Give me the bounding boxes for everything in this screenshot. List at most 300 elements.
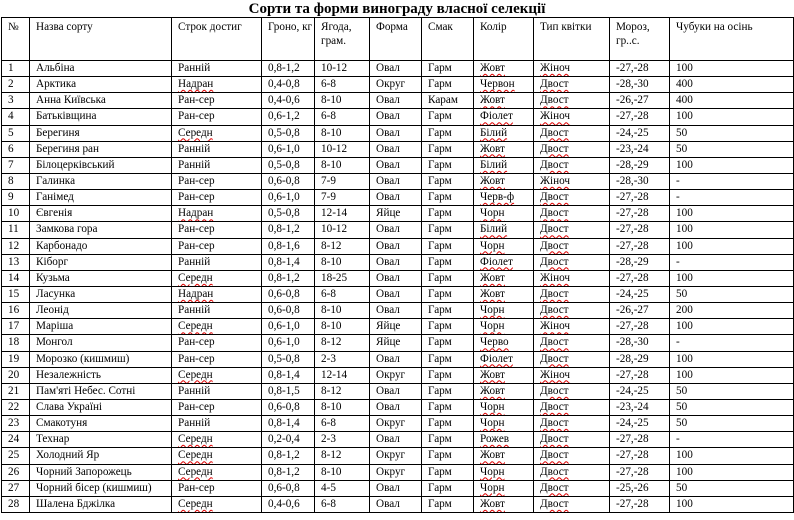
cell-cuttings: 100 xyxy=(670,206,794,222)
cell-num: 18 xyxy=(2,335,30,351)
cell-flower: Двост xyxy=(534,480,610,496)
cell-cuttings: - xyxy=(670,335,794,351)
cell-ripening: Середн xyxy=(172,125,262,141)
cell-frost: -28,-29 xyxy=(610,157,670,173)
cell-berry: 10-12 xyxy=(315,61,370,77)
table-row xyxy=(2,416,794,432)
cell-color: Жовт xyxy=(474,448,534,464)
cell-ripening: Ран-сер xyxy=(172,335,262,351)
table-row xyxy=(2,77,794,93)
cell-frost: -27,-28 xyxy=(610,238,670,254)
cell-ripening: Надран xyxy=(172,77,262,93)
cell-shape: Овал xyxy=(370,61,422,77)
cell-cluster: 0,8-1,2 xyxy=(262,270,315,286)
cell-cluster: 0,8-1,2 xyxy=(262,61,315,77)
cell-name: Смакотуня xyxy=(30,416,172,432)
table-row xyxy=(2,141,794,157)
cell-shape: Овал xyxy=(370,141,422,157)
table-row xyxy=(2,286,794,302)
cell-num: 25 xyxy=(2,448,30,464)
cell-ripening: Середн xyxy=(172,367,262,383)
table-row xyxy=(2,206,794,222)
cell-cuttings: 50 xyxy=(670,416,794,432)
cell-num: 27 xyxy=(2,480,30,496)
cell-shape: Овал xyxy=(370,254,422,270)
cell-flower: Двост xyxy=(534,190,610,206)
cell-color: Білий xyxy=(474,222,534,238)
cell-taste: Гарм xyxy=(422,464,474,480)
cell-color: Чорн xyxy=(474,480,534,496)
cell-cluster: 0,8-1,6 xyxy=(262,238,315,254)
cell-color: Жовт xyxy=(474,270,534,286)
cell-cluster: 0,6-1,0 xyxy=(262,141,315,157)
cell-cuttings: - xyxy=(670,254,794,270)
cell-berry: 8-10 xyxy=(315,125,370,141)
table-row xyxy=(2,351,794,367)
cell-frost: -27,-28 xyxy=(610,319,670,335)
table-row xyxy=(2,173,794,189)
cell-cuttings: - xyxy=(670,173,794,189)
cell-name: Морозко (кишмиш) xyxy=(30,351,172,367)
cell-num: 21 xyxy=(2,383,30,399)
cell-name: Карбонадо xyxy=(30,238,172,254)
table-row xyxy=(2,190,794,206)
table-row xyxy=(2,367,794,383)
cell-shape: Овал xyxy=(370,222,422,238)
cell-taste: Гарм xyxy=(422,303,474,319)
column-header-cuttings: Чубуки на осінь xyxy=(670,18,794,61)
cell-num: 24 xyxy=(2,432,30,448)
cell-shape: Овал xyxy=(370,303,422,319)
cell-berry: 8-10 xyxy=(315,303,370,319)
cell-ripening: Ранній xyxy=(172,416,262,432)
cell-flower: Двост xyxy=(534,125,610,141)
cell-name: Кіборг xyxy=(30,254,172,270)
cell-cuttings: 100 xyxy=(670,367,794,383)
cell-flower: Двост xyxy=(534,222,610,238)
cell-frost: -27,-28 xyxy=(610,464,670,480)
table-row xyxy=(2,319,794,335)
table-row xyxy=(2,270,794,286)
cell-name: Монгол xyxy=(30,335,172,351)
cell-frost: -27,-28 xyxy=(610,448,670,464)
cell-cluster: 0,5-0,8 xyxy=(262,206,315,222)
cell-name: Ласунка xyxy=(30,286,172,302)
cell-color: Чорн xyxy=(474,416,534,432)
cell-color: Фіолет xyxy=(474,109,534,125)
cell-ripening: Ран-сер xyxy=(172,351,262,367)
cell-name: Ганімед xyxy=(30,190,172,206)
column-header-frost: Мороз, гр..с. xyxy=(610,18,670,61)
cell-name: Чорний бісер (кишмиш) xyxy=(30,480,172,496)
cell-taste: Гарм xyxy=(422,238,474,254)
cell-frost: -24,-25 xyxy=(610,416,670,432)
cell-color: Чорн xyxy=(474,303,534,319)
cell-ripening: Ранній xyxy=(172,61,262,77)
cell-color: Черво xyxy=(474,335,534,351)
cell-cluster: 0,8-1,4 xyxy=(262,254,315,270)
cell-berry: 10-12 xyxy=(315,222,370,238)
table-row xyxy=(2,61,794,77)
cell-cluster: 0,5-0,8 xyxy=(262,351,315,367)
cell-shape: Овал xyxy=(370,480,422,496)
cell-color: Рожев xyxy=(474,432,534,448)
cell-berry: 10-12 xyxy=(315,141,370,157)
cell-ripening: Ран-сер xyxy=(172,222,262,238)
table-row xyxy=(2,125,794,141)
cell-cuttings: 100 xyxy=(670,157,794,173)
cell-frost: -26,-27 xyxy=(610,303,670,319)
cell-taste: Гарм xyxy=(422,141,474,157)
cell-taste: Карам xyxy=(422,93,474,109)
cell-flower: Двост xyxy=(534,93,610,109)
cell-num: 14 xyxy=(2,270,30,286)
cell-cuttings: 50 xyxy=(670,286,794,302)
column-header-taste: Смак xyxy=(422,18,474,61)
cell-frost: -23,-24 xyxy=(610,399,670,415)
cell-flower: Жіноч xyxy=(534,367,610,383)
cell-cuttings: 100 xyxy=(670,270,794,286)
cell-taste: Гарм xyxy=(422,399,474,415)
cell-num: 26 xyxy=(2,464,30,480)
cell-color: Чорн xyxy=(474,464,534,480)
cell-frost: -24,-25 xyxy=(610,383,670,399)
column-header-flower: Тип квітки xyxy=(534,18,610,61)
cell-name: Чорний Запорожець xyxy=(30,464,172,480)
cell-color: Жовт xyxy=(474,93,534,109)
cell-frost: -27,-28 xyxy=(610,109,670,125)
cell-cuttings: 50 xyxy=(670,383,794,399)
cell-shape: Округ xyxy=(370,448,422,464)
cell-num: 4 xyxy=(2,109,30,125)
cell-color: Черв-ф xyxy=(474,190,534,206)
cell-cluster: 0,6-0,8 xyxy=(262,399,315,415)
cell-berry: 6-8 xyxy=(315,77,370,93)
cell-frost: -25,-26 xyxy=(610,480,670,496)
cell-taste: Гарм xyxy=(422,77,474,93)
cell-ripening: Ран-сер xyxy=(172,399,262,415)
table-row xyxy=(2,238,794,254)
cell-shape: Яйце xyxy=(370,319,422,335)
cell-cluster: 0,5-0,8 xyxy=(262,125,315,141)
cell-cuttings: 100 xyxy=(670,109,794,125)
cell-cuttings: 100 xyxy=(670,61,794,77)
cell-num: 3 xyxy=(2,93,30,109)
cell-shape: Яйце xyxy=(370,206,422,222)
cell-name: Білоцерківський xyxy=(30,157,172,173)
cell-num: 17 xyxy=(2,319,30,335)
grape-varieties-table xyxy=(1,17,794,513)
cell-cuttings: 50 xyxy=(670,141,794,157)
cell-flower: Двост xyxy=(534,351,610,367)
cell-color: Жовт xyxy=(474,61,534,77)
cell-color: Білий xyxy=(474,157,534,173)
cell-cluster: 0,4-0,8 xyxy=(262,77,315,93)
cell-color: Жовт xyxy=(474,141,534,157)
cell-flower: Двост xyxy=(534,464,610,480)
cell-num: 23 xyxy=(2,416,30,432)
cell-shape: Овал xyxy=(370,399,422,415)
cell-name: Альбіна xyxy=(30,61,172,77)
cell-taste: Гарм xyxy=(422,222,474,238)
table-row xyxy=(2,496,794,512)
cell-taste: Гарм xyxy=(422,496,474,512)
cell-taste: Гарм xyxy=(422,383,474,399)
cell-cluster: 0,6-1,0 xyxy=(262,335,315,351)
cell-name: Галинка xyxy=(30,173,172,189)
cell-ripening: Ран-сер xyxy=(172,480,262,496)
cell-shape: Овал xyxy=(370,286,422,302)
cell-flower: Двост xyxy=(534,141,610,157)
cell-num: 28 xyxy=(2,496,30,512)
cell-flower: Двост xyxy=(534,399,610,415)
table-row xyxy=(2,303,794,319)
table-title: Сорти та форми винограду власної селекції xyxy=(248,1,546,17)
cell-flower: Двост xyxy=(534,254,610,270)
cell-name: Берегиня xyxy=(30,125,172,141)
column-header-ripening: Строк достиг xyxy=(172,18,262,61)
cell-ripening: Ранній xyxy=(172,383,262,399)
cell-name: Незалежність xyxy=(30,367,172,383)
cell-shape: Овал xyxy=(370,190,422,206)
cell-name: Кузьма xyxy=(30,270,172,286)
column-header-berry: Ягода, грам. xyxy=(315,18,370,61)
table-row xyxy=(2,399,794,415)
cell-name: Шалена Бджілка xyxy=(30,496,172,512)
table-row xyxy=(2,254,794,270)
cell-name: Арктика xyxy=(30,77,172,93)
cell-num: 9 xyxy=(2,190,30,206)
table-row xyxy=(2,93,794,109)
cell-frost: -27,-28 xyxy=(610,206,670,222)
cell-taste: Гарм xyxy=(422,206,474,222)
column-header-shape: Форма xyxy=(370,18,422,61)
cell-cuttings: 100 xyxy=(670,222,794,238)
cell-shape: Овал xyxy=(370,109,422,125)
cell-berry: 6-8 xyxy=(315,416,370,432)
cell-ripening: Ранній xyxy=(172,254,262,270)
cell-flower: Двост xyxy=(534,383,610,399)
cell-cluster: 0,4-0,6 xyxy=(262,496,315,512)
cell-flower: Двост xyxy=(534,496,610,512)
cell-cuttings: 100 xyxy=(670,238,794,254)
cell-ripening: Середн xyxy=(172,270,262,286)
cell-frost: -27,-28 xyxy=(610,190,670,206)
cell-taste: Гарм xyxy=(422,448,474,464)
cell-taste: Гарм xyxy=(422,351,474,367)
cell-taste: Гарм xyxy=(422,61,474,77)
cell-taste: Гарм xyxy=(422,416,474,432)
cell-shape: Овал xyxy=(370,270,422,286)
cell-taste: Гарм xyxy=(422,367,474,383)
cell-frost: -26,-27 xyxy=(610,93,670,109)
cell-flower: Жіноч xyxy=(534,270,610,286)
cell-flower: Жіноч xyxy=(534,109,610,125)
cell-berry: 8-10 xyxy=(315,464,370,480)
cell-num: 1 xyxy=(2,61,30,77)
cell-flower: Двост xyxy=(534,238,610,254)
cell-name: Замкова гора xyxy=(30,222,172,238)
cell-cluster: 0,6-1,2 xyxy=(262,109,315,125)
cell-cluster: 0,6-0,8 xyxy=(262,286,315,302)
cell-berry: 8-12 xyxy=(315,238,370,254)
cell-color: Червон xyxy=(474,77,534,93)
cell-color: Жовт xyxy=(474,496,534,512)
cell-berry: 8-10 xyxy=(315,319,370,335)
cell-shape: Овал xyxy=(370,238,422,254)
cell-ripening: Середн xyxy=(172,496,262,512)
cell-ripening: Ранній xyxy=(172,141,262,157)
column-header-name: Назва сорту xyxy=(30,18,172,61)
cell-color: Фіолет xyxy=(474,351,534,367)
cell-taste: Гарм xyxy=(422,109,474,125)
cell-frost: -28,-30 xyxy=(610,335,670,351)
table-row xyxy=(2,222,794,238)
cell-berry: 18-25 xyxy=(315,270,370,286)
cell-cuttings: 50 xyxy=(670,480,794,496)
cell-name: Технар xyxy=(30,432,172,448)
cell-flower: Жіноч xyxy=(534,61,610,77)
cell-berry: 7-9 xyxy=(315,190,370,206)
table-body xyxy=(2,61,794,513)
cell-num: 5 xyxy=(2,125,30,141)
cell-flower: Двост xyxy=(534,448,610,464)
cell-flower: Двост xyxy=(534,206,610,222)
cell-frost: -24,-25 xyxy=(610,286,670,302)
cell-berry: 12-14 xyxy=(315,206,370,222)
cell-flower: Жіноч xyxy=(534,173,610,189)
column-header-cluster: Гроно, кг xyxy=(262,18,315,61)
cell-color: Чорн xyxy=(474,238,534,254)
cell-cuttings: - xyxy=(670,432,794,448)
cell-taste: Гарм xyxy=(422,270,474,286)
cell-taste: Гарм xyxy=(422,173,474,189)
cell-frost: -28,-29 xyxy=(610,351,670,367)
cell-berry: 8-12 xyxy=(315,448,370,464)
cell-flower: Двост xyxy=(534,286,610,302)
cell-name: Маріша xyxy=(30,319,172,335)
cell-frost: -27,-28 xyxy=(610,432,670,448)
header-row xyxy=(2,18,794,61)
cell-flower: Двост xyxy=(534,416,610,432)
cell-berry: 4-5 xyxy=(315,480,370,496)
cell-frost: -27,-28 xyxy=(610,61,670,77)
cell-num: 12 xyxy=(2,238,30,254)
cell-flower: Двост xyxy=(534,303,610,319)
cell-shape: Овал xyxy=(370,173,422,189)
cell-shape: Овал xyxy=(370,351,422,367)
cell-frost: -28,-30 xyxy=(610,173,670,189)
cell-color: Жовт xyxy=(474,286,534,302)
cell-cuttings: 50 xyxy=(670,125,794,141)
cell-taste: Гарм xyxy=(422,335,474,351)
cell-cluster: 0,8-1,2 xyxy=(262,222,315,238)
cell-shape: Овал xyxy=(370,93,422,109)
cell-berry: 8-12 xyxy=(315,335,370,351)
column-header-num: № xyxy=(2,18,30,61)
cell-taste: Гарм xyxy=(422,157,474,173)
cell-color: Жовт xyxy=(474,173,534,189)
cell-num: 7 xyxy=(2,157,30,173)
cell-frost: -28,-29 xyxy=(610,254,670,270)
cell-ripening: Ран-сер xyxy=(172,93,262,109)
table-row xyxy=(2,432,794,448)
cell-berry: 6-8 xyxy=(315,109,370,125)
cell-num: 10 xyxy=(2,206,30,222)
cell-ripening: Ранній xyxy=(172,303,262,319)
cell-cluster: 0,8-1,2 xyxy=(262,448,315,464)
cell-num: 13 xyxy=(2,254,30,270)
table-row xyxy=(2,448,794,464)
cell-name: Пам'яті Небес. Сотні xyxy=(30,383,172,399)
cell-berry: 7-9 xyxy=(315,173,370,189)
cell-berry: 8-10 xyxy=(315,399,370,415)
cell-berry: 12-14 xyxy=(315,367,370,383)
cell-taste: Гарм xyxy=(422,432,474,448)
table-row xyxy=(2,464,794,480)
cell-frost: -27,-28 xyxy=(610,270,670,286)
cell-shape: Яйце xyxy=(370,335,422,351)
cell-berry: 2-3 xyxy=(315,351,370,367)
cell-frost: -28,-30 xyxy=(610,77,670,93)
cell-name: Батьківщина xyxy=(30,109,172,125)
cell-cluster: 0,5-0,8 xyxy=(262,157,315,173)
cell-flower: Двост xyxy=(534,77,610,93)
cell-frost: -27,-28 xyxy=(610,367,670,383)
table-row xyxy=(2,480,794,496)
cell-num: 2 xyxy=(2,77,30,93)
cell-num: 22 xyxy=(2,399,30,415)
cell-cluster: 0,8-1,5 xyxy=(262,383,315,399)
cell-cluster: 0,6-0,8 xyxy=(262,303,315,319)
cell-frost: -24,-25 xyxy=(610,125,670,141)
cell-taste: Гарм xyxy=(422,254,474,270)
cell-num: 16 xyxy=(2,303,30,319)
cell-cuttings: 100 xyxy=(670,496,794,512)
cell-frost: -27,-28 xyxy=(610,222,670,238)
cell-berry: 6-8 xyxy=(315,496,370,512)
cell-ripening: Середн xyxy=(172,319,262,335)
cell-shape: Овал xyxy=(370,125,422,141)
cell-flower: Двост xyxy=(534,157,610,173)
cell-ripening: Ран-сер xyxy=(172,190,262,206)
cell-cuttings: 50 xyxy=(670,399,794,415)
cell-color: Білий xyxy=(474,125,534,141)
cell-ripening: Ран-сер xyxy=(172,109,262,125)
cell-cuttings: 100 xyxy=(670,448,794,464)
cell-taste: Гарм xyxy=(422,319,474,335)
cell-berry: 2-3 xyxy=(315,432,370,448)
cell-shape: Округ xyxy=(370,464,422,480)
cell-flower: Жіноч xyxy=(534,319,610,335)
cell-cuttings: 200 xyxy=(670,303,794,319)
cell-shape: Овал xyxy=(370,383,422,399)
cell-num: 19 xyxy=(2,351,30,367)
cell-name: Анна Київська xyxy=(30,93,172,109)
cell-cluster: 0,8-1,4 xyxy=(262,367,315,383)
cell-name: Леонід xyxy=(30,303,172,319)
cell-ripening: Ран-сер xyxy=(172,173,262,189)
cell-num: 20 xyxy=(2,367,30,383)
cell-color: Чорн xyxy=(474,399,534,415)
cell-cluster: 0,6-0,8 xyxy=(262,173,315,189)
cell-cuttings: - xyxy=(670,190,794,206)
cell-cuttings: 100 xyxy=(670,351,794,367)
column-header-color: Колір xyxy=(474,18,534,61)
cell-flower: Двост xyxy=(534,432,610,448)
cell-color: Фіолет xyxy=(474,254,534,270)
cell-shape: Овал xyxy=(370,496,422,512)
